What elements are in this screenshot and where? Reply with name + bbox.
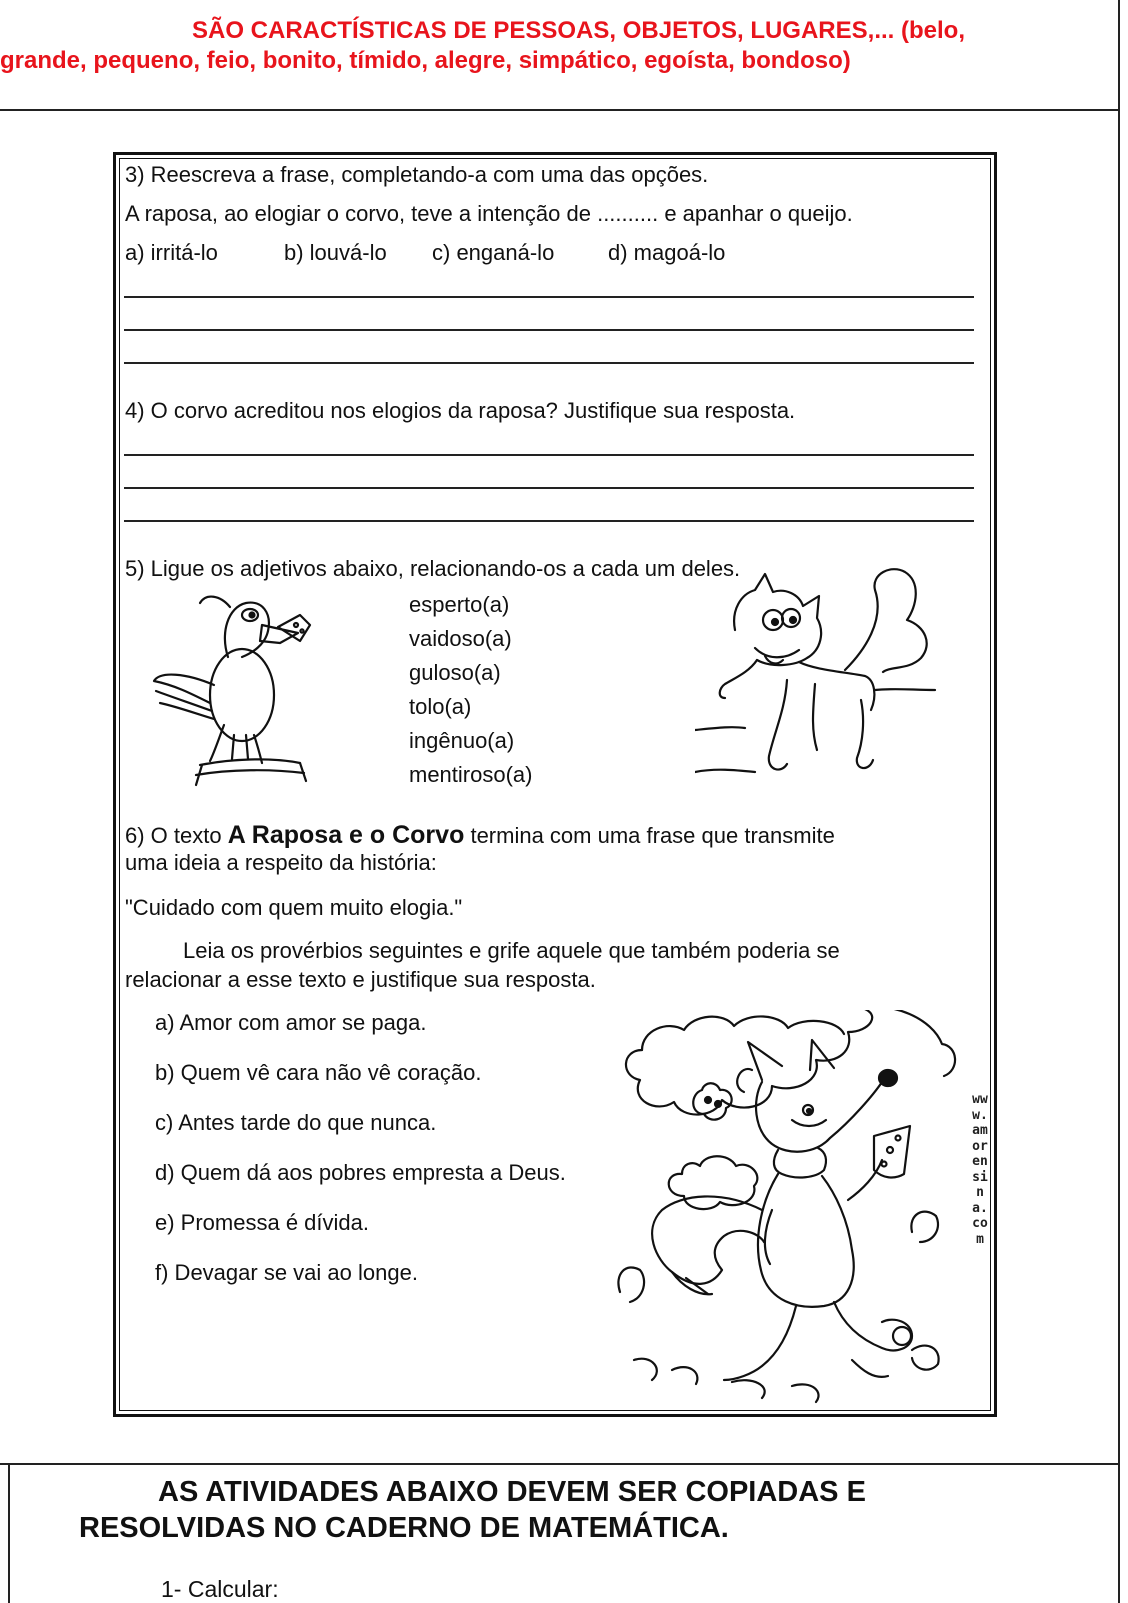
q6-intro-end: termina com uma frase que transmite [464, 823, 835, 848]
q3-prompt: 3) Reescreva a frase, completando-a com uma das opções. [125, 162, 709, 187]
q6-quote: "Cuidado com quem muito elogia." [125, 895, 463, 920]
q3-answer-line-1[interactable] [124, 296, 974, 298]
math-title-line-2: RESOLVIDAS NO CADERNO DE MATEMÁTICA. [79, 1512, 729, 1544]
proverb-item: c) Antes tarde do que nunca. [155, 1110, 437, 1135]
fox-with-cheese-illustration [612, 1010, 968, 1408]
right-border-bottom [1118, 1463, 1120, 1603]
math-title-line-1: AS ATIVIDADES ABAIXO DEVEM SER COPIADAS E [158, 1476, 866, 1508]
section-divider [0, 1463, 1120, 1465]
header-line-2: grande, pequeno, feio, bonito, tímido, alegre, simpático, egoísta, bondoso) [0, 47, 851, 74]
q3-answer-line-2[interactable] [124, 329, 974, 331]
header-line-1: SÃO CARACTÍSTICAS DE PESSOAS, OBJETOS, LUGARES,... (belo, [192, 17, 965, 44]
q3-option-a: a) irritá-lo [125, 240, 218, 265]
watermark-url: www.amorensina.com [972, 1092, 988, 1247]
proverb-item: d) Quem dá aos pobres empresta a Deus. [155, 1160, 566, 1185]
q4-answer-line-3[interactable] [124, 520, 974, 522]
q3-sentence: A raposa, ao elogiar o corvo, teve a intenção de .......... e apanhar o queijo. [125, 201, 853, 226]
adjective-item: guloso(a) [409, 660, 501, 685]
q3-option-c: c) enganá-lo [432, 240, 555, 265]
proverb-item: f) Devagar se vai ao longe. [155, 1260, 418, 1285]
q5-prompt: 5) Ligue os adjetivos abaixo, relacionando-os a cada um deles. [125, 556, 741, 581]
q4-answer-line-1[interactable] [124, 454, 974, 456]
q6-intro-line-2: uma ideia a respeito da história: [125, 850, 437, 875]
math-item-1: 1- Calcular: [161, 1576, 279, 1602]
q6-intro [125, 822, 835, 849]
proverb-item: a) Amor com amor se paga. [155, 1010, 427, 1035]
q3-option-d: d) magoá-lo [608, 240, 726, 265]
q6-intro-start: 6) O texto [125, 823, 228, 848]
right-border-top [1118, 0, 1120, 1465]
header-divider [0, 109, 1120, 111]
q3-option-b: b) louvá-lo [284, 240, 387, 265]
proverb-item: b) Quem vê cara não vê coração. [155, 1060, 482, 1085]
adjective-item: tolo(a) [409, 694, 472, 719]
adjective-item: vaidoso(a) [409, 626, 512, 651]
adjective-item: esperto(a) [409, 592, 510, 617]
left-border-bottom [8, 1463, 10, 1603]
adjective-item: ingênuo(a) [409, 728, 515, 753]
crow-illustration [150, 585, 330, 800]
q3-answer-line-3[interactable] [124, 362, 974, 364]
q4-answer-line-2[interactable] [124, 487, 974, 489]
fox-illustration [695, 560, 945, 800]
q6-instruction-line-1: Leia os provérbios seguintes e grife aquele que também poderia se [183, 938, 840, 963]
q6-story-title: A Raposa e o Corvo [227, 821, 465, 849]
adjective-item: mentiroso(a) [409, 762, 533, 787]
q4-prompt: 4) O corvo acreditou nos elogios da raposa? Justifique sua resposta. [125, 398, 796, 423]
proverb-item: e) Promessa é dívida. [155, 1210, 369, 1235]
q6-instruction-line-2: relacionar a esse texto e justifique sua resposta. [125, 967, 596, 992]
